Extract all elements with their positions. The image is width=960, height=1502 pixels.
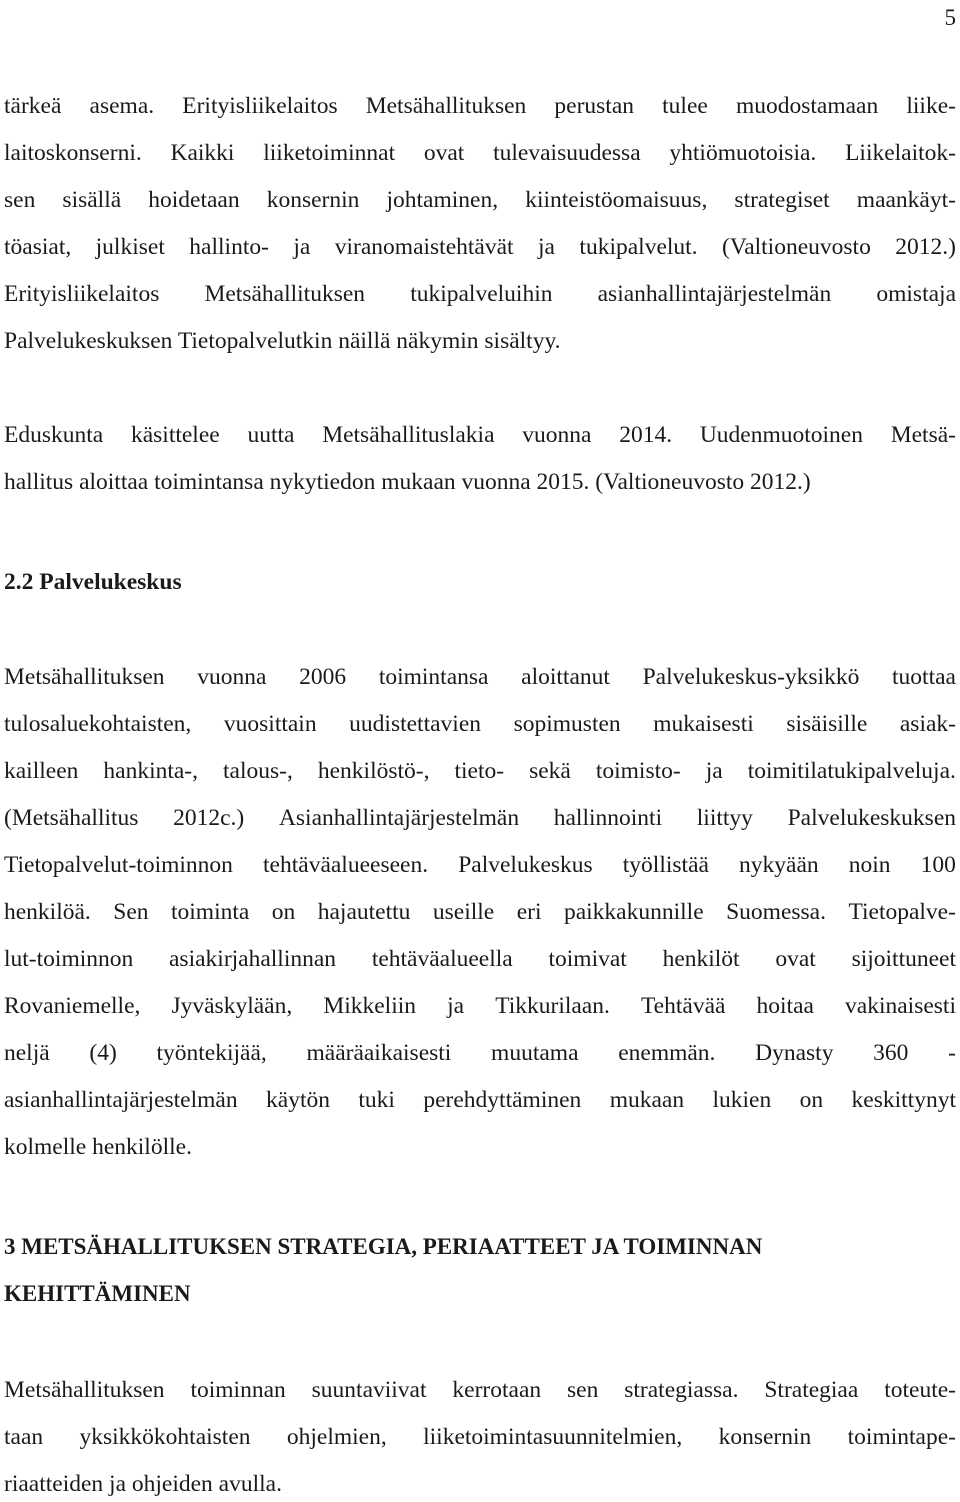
text-line [4, 467, 811, 497]
word: laitoskonserni. [4, 140, 142, 166]
word: töasiat, [4, 234, 72, 260]
text-line [4, 185, 956, 215]
word: hoitaa [756, 993, 814, 1019]
section-heading-3: 3 METSÄHALLITUKSEN STRATEGIA, PERIAATTEET JA TOIMINNAN [4, 1234, 763, 1259]
word: liiketoiminnat [263, 140, 396, 166]
word: hallinnointi [553, 805, 663, 831]
word: yksikkökohtaisten [79, 1424, 251, 1450]
word: viranomaistehtävät [334, 234, 514, 260]
word: konsernin [718, 1424, 812, 1450]
word: Eduskunta [4, 422, 104, 448]
word: tulosaluekohtaisten, [4, 711, 192, 737]
text-line [4, 991, 956, 1021]
word: 2014. [619, 422, 673, 448]
word: liike- [906, 93, 956, 119]
word: kolmelle henkilölle. [4, 1134, 192, 1160]
word: Metsähallituksen [4, 664, 165, 690]
word: muutama [491, 1040, 579, 1066]
word: muodostamaan [735, 93, 879, 119]
word: tulee [662, 93, 708, 119]
text-line [4, 1038, 956, 1068]
word: ovat [775, 946, 816, 972]
word: vuonna [522, 422, 592, 448]
section-heading-3-continued: KEHITTÄMINEN [4, 1281, 191, 1306]
word: tehtäväalueeseen. [263, 852, 429, 878]
word: perehdyttäminen [423, 1087, 582, 1113]
word: määräaikaisesti [306, 1040, 452, 1066]
word: Metsähallituksen [4, 1377, 165, 1403]
word: toiminta [170, 899, 250, 925]
text-line [4, 420, 956, 450]
word: ovat [423, 140, 465, 166]
text-line [4, 756, 956, 786]
text-line [4, 138, 956, 168]
word: työntekijää, [156, 1040, 267, 1066]
word: (Metsähallitus [4, 805, 139, 831]
word: perustan [554, 93, 635, 119]
word: sekä [529, 758, 571, 784]
word: toimitilatukipalveluja. [747, 758, 956, 784]
word: konsernin [266, 187, 360, 213]
word: Palvelukeskus-yksikkö [642, 664, 860, 690]
word: keskittynyt [851, 1087, 956, 1113]
word: työllistää [622, 852, 709, 878]
section-heading-2-2: 2.2 Palvelukeskus [4, 569, 182, 595]
word: Metsähallituksen [204, 281, 366, 307]
word: strategiset [734, 187, 830, 213]
word: Jyväskylään, [171, 993, 293, 1019]
word: toimintansa [378, 664, 489, 690]
word: 360 [873, 1040, 909, 1066]
text-line [4, 709, 956, 739]
word: lukien [712, 1087, 772, 1113]
word: noin [848, 852, 891, 878]
word: ohjelmien, [286, 1424, 387, 1450]
word: 2012c.) [173, 805, 245, 831]
word: on [271, 899, 296, 925]
word: - [948, 1040, 956, 1066]
word: talous-, [223, 758, 293, 784]
word: sisällä [62, 187, 122, 213]
word: liiketoimintasuunnitelmien, [423, 1424, 683, 1450]
word: tehtäväalueella [371, 946, 513, 972]
word: enemmän. [618, 1040, 716, 1066]
text-line [4, 1469, 282, 1499]
word: Dynasty [755, 1040, 834, 1066]
word: uutta [247, 422, 295, 448]
text-line [4, 850, 956, 880]
word: asema. [89, 93, 155, 119]
word: vakinaisesti [845, 993, 956, 1019]
word: sopimusten [513, 711, 621, 737]
word: käytön [266, 1087, 330, 1113]
word: Kaikki [170, 140, 235, 166]
word: uudistettavien [349, 711, 482, 737]
word: henkilöt [662, 946, 740, 972]
word: eri [516, 899, 542, 925]
word: ja [538, 234, 555, 260]
word: Palvelukeskus [458, 852, 593, 878]
word: Metsä- [890, 422, 956, 448]
text-line [4, 326, 561, 356]
word: Palvelukeskuksen Tietopalvelutkin näillä näkymin sisältyy. [4, 328, 561, 354]
word: (Valtioneuvosto [722, 234, 871, 260]
word: toteute- [884, 1377, 956, 1403]
word: Metsähallituksen [365, 93, 527, 119]
word: kiinteistöomaisuus, [525, 187, 708, 213]
word: aloittanut [521, 664, 610, 690]
word: (4) [89, 1040, 117, 1066]
word: Tikkurilaan. [495, 993, 610, 1019]
word: vuosittain [223, 711, 317, 737]
word: Palvelukeskuksen [787, 805, 956, 831]
word: strategiassa. [624, 1377, 739, 1403]
text-line [4, 279, 956, 309]
word: Strategiaa [764, 1377, 859, 1403]
word: Tietopalvelut-toiminnon [4, 852, 233, 878]
word: ja [293, 234, 311, 260]
word: taan [4, 1424, 44, 1450]
word: maankäyt- [856, 187, 956, 213]
word: tulevaisuudessa [493, 140, 641, 166]
word: ja [705, 758, 723, 784]
word: hoidetaan [148, 187, 240, 213]
word: sijoittuneet [851, 946, 956, 972]
word: asiakirjahallinnan [169, 946, 337, 972]
word: tukipalvelut. [579, 234, 698, 260]
word: julkiset [95, 234, 165, 260]
word: useille [432, 899, 495, 925]
word: 2006 [299, 664, 347, 690]
word: paikkakunnille [563, 899, 704, 925]
text-line [4, 1085, 956, 1115]
word: hajautettu [317, 899, 411, 925]
word: tuki [358, 1087, 395, 1113]
word: hallitus aloittaa toimintansa nykytiedon mukaan vuonna 2015. (Valtioneuvosto 2012.) [4, 469, 811, 495]
text-line [4, 232, 956, 262]
word: toiminnan [190, 1377, 286, 1403]
word: asianhallintajärjestelmän [4, 1087, 238, 1113]
word: neljä [4, 1040, 50, 1066]
word: lut-toiminnon [4, 946, 134, 972]
text-line [4, 1422, 956, 1452]
word: liittyy [696, 805, 753, 831]
page-number: 5 [944, 5, 956, 30]
text-line [4, 1375, 956, 1405]
word: Rovaniemelle, [4, 993, 141, 1019]
word: on [799, 1087, 824, 1113]
word: sen [567, 1377, 599, 1403]
word: suuntaviivat [311, 1377, 427, 1403]
text-line [4, 944, 956, 974]
word: sisäisille [786, 711, 868, 737]
word: Mikkeliin [323, 993, 417, 1019]
word: asianhallintajärjestelmän [597, 281, 832, 307]
word: hallinto- [189, 234, 269, 260]
word: nykyään [739, 852, 819, 878]
word: Tehtävää [640, 993, 726, 1019]
word: Asianhallintajärjestelmän [278, 805, 520, 831]
word: Uudenmuotoinen [699, 422, 863, 448]
word: ja [447, 993, 465, 1019]
word: toimisto- [595, 758, 681, 784]
word: käsittelee [130, 422, 220, 448]
word: henkilöä. [4, 899, 91, 925]
word: tärkeä [4, 93, 62, 119]
word: mukaisesti [653, 711, 754, 737]
word: tuottaa [892, 664, 956, 690]
word: sen [4, 187, 36, 213]
word: hankinta-, [103, 758, 199, 784]
text-line [4, 662, 956, 692]
word: Tietopalve- [848, 899, 956, 925]
word: Suomessa. [726, 899, 826, 925]
word: toimintape- [847, 1424, 956, 1450]
word: kerrotaan [452, 1377, 542, 1403]
text-line [4, 91, 956, 121]
word: kailleen [4, 758, 79, 784]
word: tieto- [454, 758, 505, 784]
word: Liikelaitok- [845, 140, 956, 166]
word: Sen [113, 899, 149, 925]
word: mukaan [609, 1087, 685, 1113]
word: tukipalveluihin [410, 281, 553, 307]
word: Metsähallituslakia [322, 422, 495, 448]
word: asiak- [899, 711, 956, 737]
word: toimivat [548, 946, 627, 972]
word: yhtiömuotoisia. [669, 140, 817, 166]
word: 100 [920, 852, 956, 878]
word: Erityisliikelaitos [4, 281, 160, 307]
text-line [4, 803, 956, 833]
word: riaatteiden ja ohjeiden avulla. [4, 1471, 282, 1497]
word: johtaminen, [386, 187, 499, 213]
word: vuonna [197, 664, 267, 690]
word: omistaja [876, 281, 956, 307]
text-line [4, 1132, 192, 1162]
word: henkilöstö-, [317, 758, 430, 784]
word: Erityisliikelaitos [182, 93, 338, 119]
text-line [4, 897, 956, 927]
word: 2012.) [895, 234, 956, 260]
